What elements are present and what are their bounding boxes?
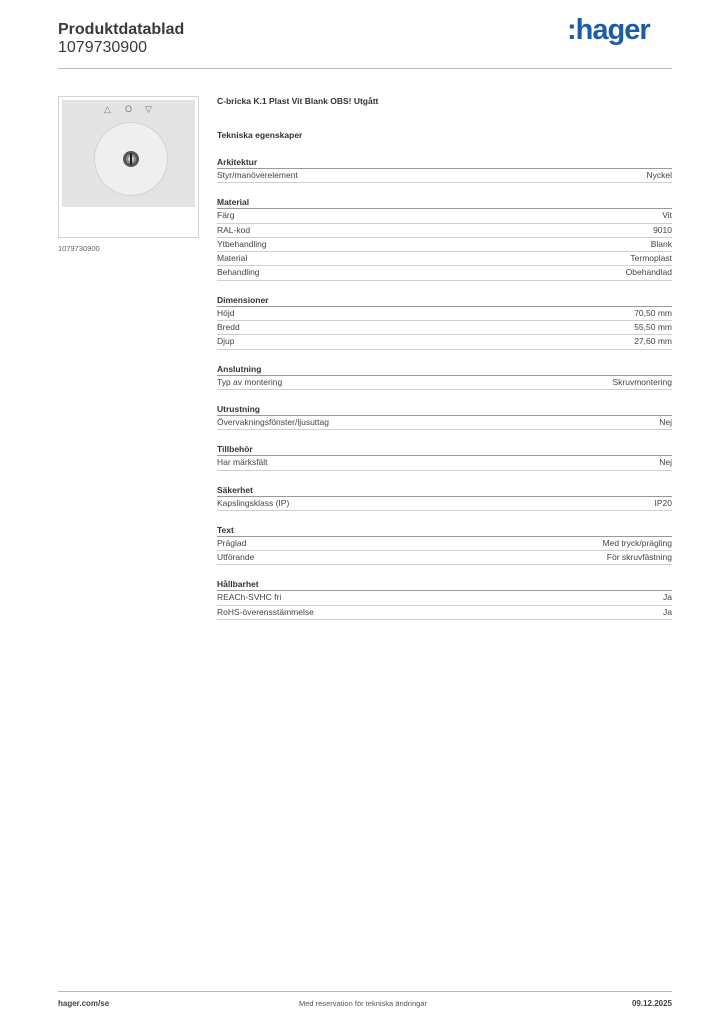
spec-row	[217, 416, 672, 430]
spec-row	[217, 252, 672, 266]
spec-value: Obehandlad	[625, 267, 672, 278]
spec-row	[217, 591, 672, 605]
spec-row	[217, 537, 672, 551]
footer-website[interactable]: hager.com/se	[58, 999, 110, 1008]
spec-row	[217, 606, 672, 620]
spec-value: Nyckel	[646, 170, 672, 180]
spec-group	[217, 196, 672, 280]
section-heading: Tekniska egenskaper	[217, 130, 303, 140]
spec-label: RoHS-överensstämmelse	[217, 606, 314, 617]
footer-disclaimer: Med reservation för tekniska ändringar	[299, 999, 427, 1008]
spec-label: RAL-kod	[217, 224, 251, 235]
spec-label: REACh-SVHC fri	[217, 592, 282, 603]
spec-row	[217, 497, 672, 511]
spec-group-title: Hållbarhet	[217, 578, 672, 591]
spec-value: För skruvfästning	[606, 552, 672, 563]
spec-group-title: Anslutning	[217, 363, 672, 376]
spec-label: Kapslingsklass (IP)	[217, 497, 290, 508]
spec-value: Ja	[663, 606, 672, 617]
spec-row	[217, 456, 672, 470]
spec-group-title: Dimensioner	[217, 294, 672, 307]
spec-value: Nej	[659, 416, 672, 427]
spec-value: Blank	[650, 238, 672, 249]
spec-label: Material	[217, 253, 248, 264]
spec-label: Styr/manöverelement	[217, 170, 298, 180]
spec-row	[217, 209, 672, 223]
spec-row	[217, 169, 672, 183]
spec-value: 70,50 mm	[634, 307, 672, 318]
spec-row	[217, 224, 672, 238]
spec-row	[217, 307, 672, 321]
spec-value: Med tryck/prägling	[602, 537, 672, 548]
spec-value: 27,60 mm	[634, 336, 672, 347]
spec-value: Termoplast	[630, 253, 672, 264]
cover-plate	[62, 100, 195, 207]
spec-row	[217, 376, 672, 390]
page-title: Produktdatablad	[58, 21, 185, 38]
key-slot	[130, 153, 132, 165]
spec-value: 55,50 mm	[634, 322, 672, 333]
down-triangle-icon: ▽	[145, 104, 152, 114]
product-number: 1079730900	[58, 39, 147, 56]
spec-label: Behandling	[217, 267, 260, 278]
spec-group-title: Säkerhet	[217, 484, 672, 497]
spec-row	[217, 266, 672, 280]
spec-group-title: Tillbehör	[217, 443, 672, 456]
spec-group	[217, 156, 672, 183]
spec-value: 9010	[653, 224, 672, 235]
up-triangle-icon: △	[104, 104, 111, 114]
spec-label: Övervakningsfönster/ljusuttag	[217, 416, 329, 427]
spec-label: Har märksfält	[217, 457, 268, 468]
spec-label: Bredd	[217, 322, 240, 333]
spec-row	[217, 321, 672, 335]
spec-label: Präglad	[217, 537, 247, 548]
spec-group	[217, 443, 672, 470]
product-title: C-bricka K.1 Plast Vit Blank OBS! Utgått	[217, 96, 379, 106]
spec-row	[217, 551, 672, 565]
footer-divider	[58, 991, 672, 992]
spec-value: Skruvmontering	[612, 376, 672, 387]
spec-value: Ja	[663, 592, 672, 603]
spec-group	[217, 363, 672, 390]
spec-label: Typ av montering	[217, 376, 283, 387]
spec-value: IP20	[654, 497, 672, 508]
spec-group	[217, 578, 672, 620]
spec-row	[217, 335, 672, 349]
spec-group	[217, 524, 672, 566]
spec-group	[217, 484, 672, 511]
footer-date: 09.12.2025	[631, 999, 672, 1008]
spec-group	[217, 294, 672, 350]
hager-logo: :hager	[567, 14, 650, 46]
image-caption: 1079730900	[58, 244, 100, 253]
key-switch-knob	[94, 122, 168, 196]
spec-group-title: Material	[217, 196, 672, 209]
spec-value: Vit	[662, 210, 672, 221]
spec-group-title: Text	[217, 524, 672, 537]
product-image	[58, 96, 199, 238]
spec-groups	[217, 156, 672, 633]
spec-label: Utförande	[217, 552, 255, 563]
spec-group-title: Arkitektur	[217, 156, 672, 169]
zero-symbol-icon: O	[125, 104, 133, 114]
spec-label: Ytbehandling	[217, 238, 267, 249]
spec-label: Höjd	[217, 307, 235, 318]
header-divider	[58, 68, 672, 69]
spec-label: Djup	[217, 336, 235, 347]
spec-value: Nej	[659, 457, 672, 468]
spec-group	[217, 403, 672, 430]
spec-label: Färg	[217, 210, 235, 221]
spec-row	[217, 238, 672, 252]
spec-group-title: Utrustning	[217, 403, 672, 416]
